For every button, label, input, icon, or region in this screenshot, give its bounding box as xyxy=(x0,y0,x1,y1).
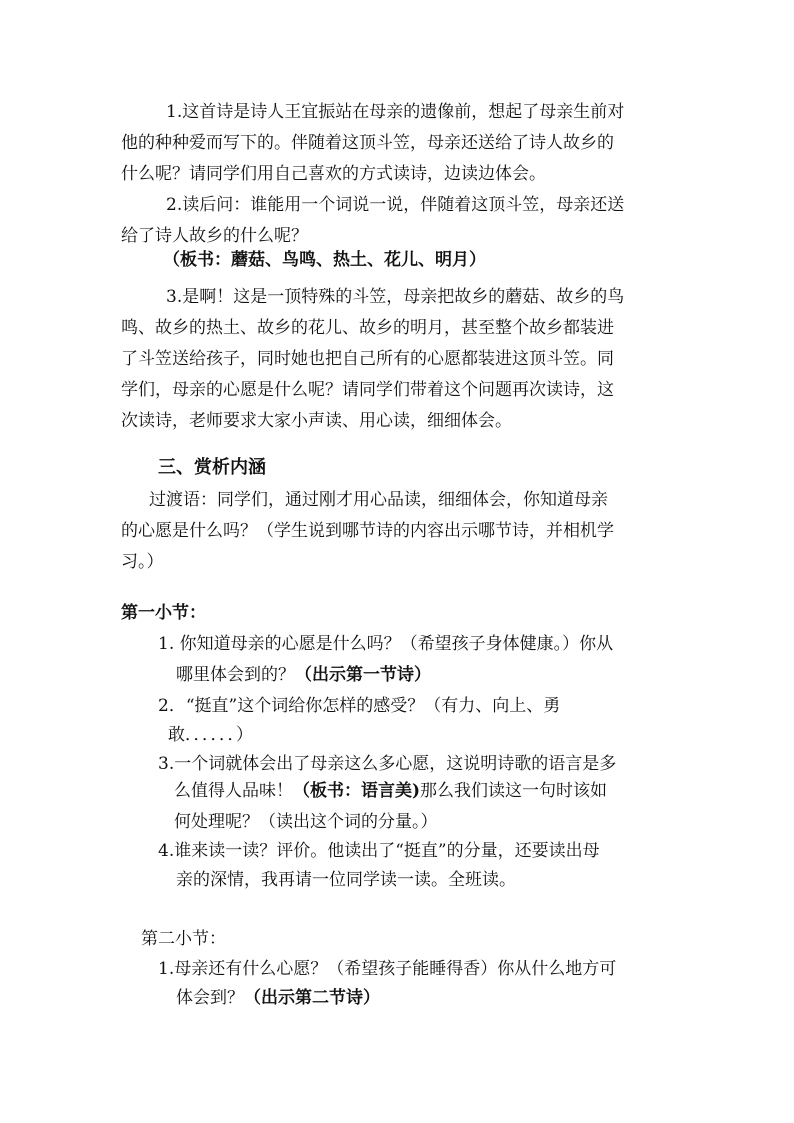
stanza-2-item-1-cont xyxy=(176,983,380,1014)
text-span: 哪里体会到的？ xyxy=(176,665,295,685)
blackboard-note: （板书：蘑菇、鸟鸣、热土、花儿、明月） xyxy=(163,250,486,270)
text-span: 体会到？ xyxy=(176,988,244,1008)
text-line: 鸣、故乡的热土、故乡的花儿、故乡的明月，甚至整个故乡都装进 xyxy=(121,318,614,338)
text-line: 学们，母亲的心愿是什么呢？请同学们带着这个问题再次读诗，这 xyxy=(121,380,614,400)
text-span: 么值得人品味！ xyxy=(174,781,293,801)
transition-paragraph xyxy=(149,485,608,516)
paragraph-2 xyxy=(166,190,624,221)
text-line: 何处理呢？（读出这个词的分量。） xyxy=(174,812,438,832)
section-heading: 三、赏析内涵 xyxy=(158,457,266,478)
text-line: 1.母亲还有什么心愿？（希望孩子能睡得香）你从什么地方可 xyxy=(158,959,617,979)
stanza-1-item-2 xyxy=(158,691,560,722)
stanza-2-item-1 xyxy=(158,954,616,985)
stanza-1-item-4-cont xyxy=(176,865,516,896)
transition-paragraph-cont xyxy=(121,516,614,578)
stanza-1-item-3-cont xyxy=(174,776,607,838)
paragraph-3-cont xyxy=(121,313,614,437)
paragraph-1 xyxy=(166,97,624,128)
stanza-1-item-1-cont xyxy=(176,660,431,691)
text-line: 习。） xyxy=(121,552,164,572)
text-span: 那么我们读这一句时该如 xyxy=(420,781,608,801)
paragraph-3 xyxy=(166,282,624,313)
text-line: 了斗笠送给孩子，同时她也把自己所有的心愿都装进这顶斗笠。同 xyxy=(121,349,614,369)
text-line: 过渡语：同学们，通过刚才用心品读，细细体会，你知道母亲 xyxy=(149,490,608,510)
stanza-1-item-1 xyxy=(158,629,613,660)
text-line: 敢．．．．．．） xyxy=(168,725,253,745)
text-line: 1. 你知道母亲的心愿是什么吗？（希望孩子身体健康。）你从 xyxy=(158,634,614,654)
show-stanza-note: （出示第二节诗） xyxy=(244,988,380,1008)
text-line: 亲的深情，我再请一位同学读一读。全班读。 xyxy=(176,870,516,890)
text-line: 3.是啊！这是一顶特殊的斗笠，母亲把故乡的蘑菇、故乡的鸟 xyxy=(166,287,625,307)
stanza-2-heading: 第二小节： xyxy=(141,929,226,949)
show-stanza-note: （出示第一节诗） xyxy=(295,665,431,685)
text-line: 1.这首诗是诗人王宜振站在母亲的遗像前，想起了母亲生前对 xyxy=(166,102,625,122)
text-line: 3.一个词就体会出了母亲这么多心愿，这说明诗歌的语言是多 xyxy=(158,754,617,774)
stanza-1-item-4 xyxy=(158,836,600,867)
text-line: 他的种种爱而写下的。伴随着这顶斗笠，母亲还送给了诗人故乡的 xyxy=(121,133,614,153)
text-line: 的心愿是什么吗？（学生说到哪节诗的内容出示哪节诗，并相机学 xyxy=(121,521,614,541)
stanza-1-heading: 第一小节： xyxy=(121,603,206,623)
stanza-1-item-2-cont xyxy=(168,720,253,751)
text-line: 次读诗，老师要求大家小声读、用心读，细细体会。 xyxy=(121,411,512,431)
paragraph-1-cont xyxy=(121,128,614,190)
text-line: 2．“挺直”这个词给你怎样的感受？（有力、向上、勇 xyxy=(158,696,561,716)
text-line: 4.谁来读一读？评价。他读出了“挺直”的分量，还要读出母 xyxy=(158,841,600,861)
text-line: 什么呢？请同学们用自己喜欢的方式读诗，边读边体会。 xyxy=(121,164,546,184)
blackboard-note-inline: （板书：语言美) xyxy=(293,781,421,801)
text-line: 给了诗人故乡的什么呢？ xyxy=(121,226,308,246)
text-line: 2.读后问：谁能用一个词说一说，伴随着这顶斗笠，母亲还送 xyxy=(166,195,625,215)
